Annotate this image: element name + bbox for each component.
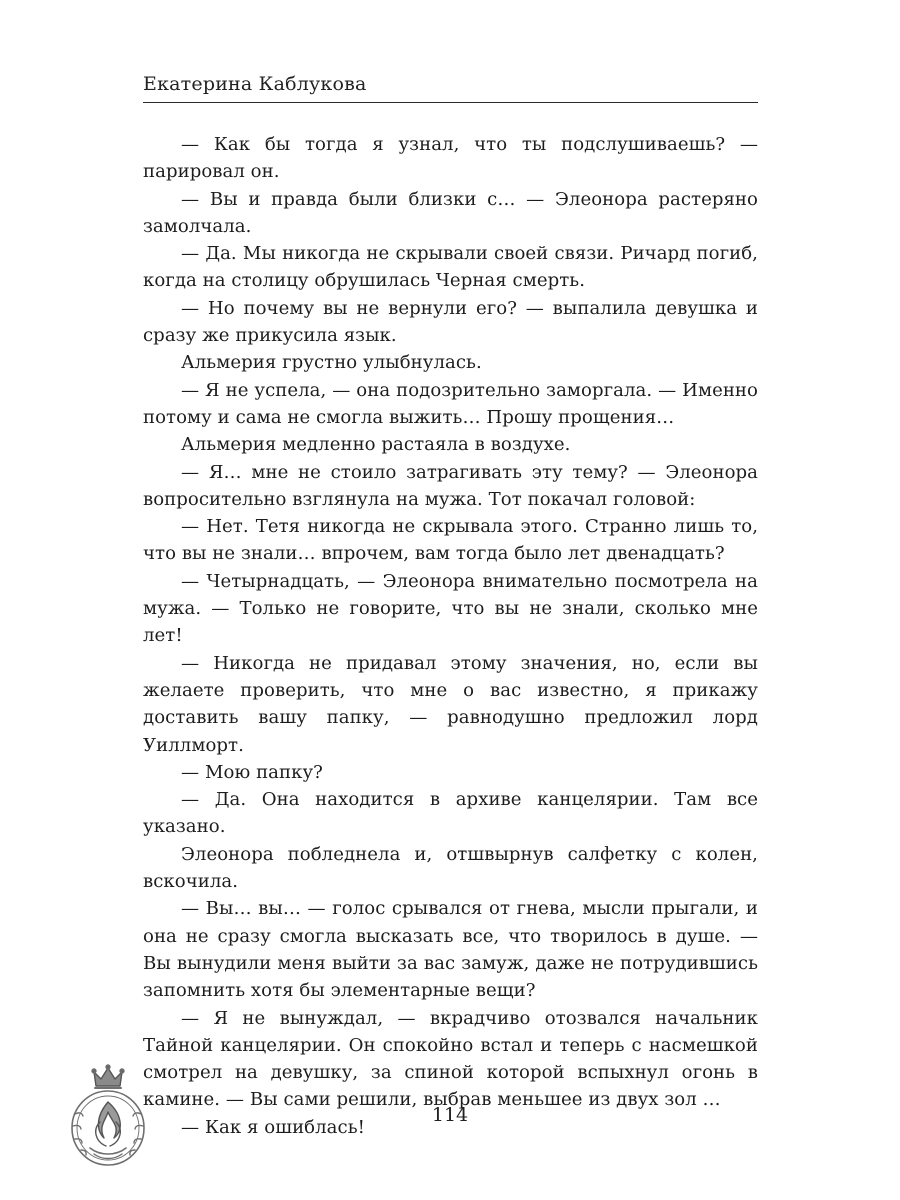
paragraph: — Вы… вы… — голос срывался от гнева, мысли прыгали, и она не сразу смогла высказать все, что творилось в душе. — Вы вынудили меня выйти за вас замуж, даже не потрудившись запомнить хотя бы элементарные вещи? — [143, 898, 758, 1002]
running-header — [143, 72, 758, 103]
paragraph: — Как бы тогда я узнал, что ты подслушиваешь? — парировал он. — [143, 134, 758, 183]
paragraph: — Да. Мы никогда не скрывали своей связи. Ричард погиб, когда на столицу обрушилась Черная смерть. — [143, 243, 758, 292]
paragraph: — Как я ошиблась! — [181, 1116, 365, 1138]
paragraph: — Я… мне не стоило затрагивать эту тему? — Элеонора вопросительно взглянула на мужа. Тот покачал головой: — [143, 461, 758, 510]
paragraph: Альмерия грустно улыбнулась. — [181, 352, 482, 374]
paragraph: Альмерия медленно растаяла в воздухе. — [181, 434, 571, 456]
paragraph: — Я не успела, — она подозрительно заморгала. — Именно потому и сама не смогла выжить… Прошу прощения… — [143, 379, 758, 428]
paragraph: — Четырнадцать, — Элеонора внимательно посмотрела на мужа. — Только не говорите, что вы не знали, сколько мне лет! — [143, 570, 758, 647]
page-number: 114 — [431, 1104, 469, 1126]
body-text — [143, 131, 758, 1141]
paragraph: — Никогда не придавал этому значения, но, если вы желаете проверить, что мне о вас известно, я прикажу доставить вашу папку, — равнодушно предложил лорд Уиллморт. — [143, 652, 758, 756]
paragraph: — Я не вынуждал, — вкрадчиво отозвался начальник Тайной канцелярии. Он спокойно встал и теперь с насмешкой смотрел на девушку, за спиной которой вспыхнул огонь в камине. — Вы сами решили, выбрав меньшее из двух зол … — [143, 1007, 758, 1111]
paragraph: — Мою папку? — [181, 761, 323, 783]
paragraph: — Но почему вы не вернули его? — выпалила девушка и сразу же прикусила язык. — [143, 297, 758, 347]
paragraph: — Нет. Тетя никогда не скрывала этого. Странно лишь то, что вы не знали… впрочем, вам тогда было лет двенадцать? — [143, 516, 758, 565]
paragraph: Элеонора побледнела и, отшвырнув салфетку с колен, вскочила. — [143, 843, 758, 893]
author-name: Екатерина Каблукова — [143, 73, 367, 95]
paragraph: — Вы и правда были близки с… — Элеонора растеряно замолчала. — [143, 188, 758, 237]
paragraph: — Да. Она находится в архиве канцелярии. Там все указано. — [143, 789, 758, 838]
